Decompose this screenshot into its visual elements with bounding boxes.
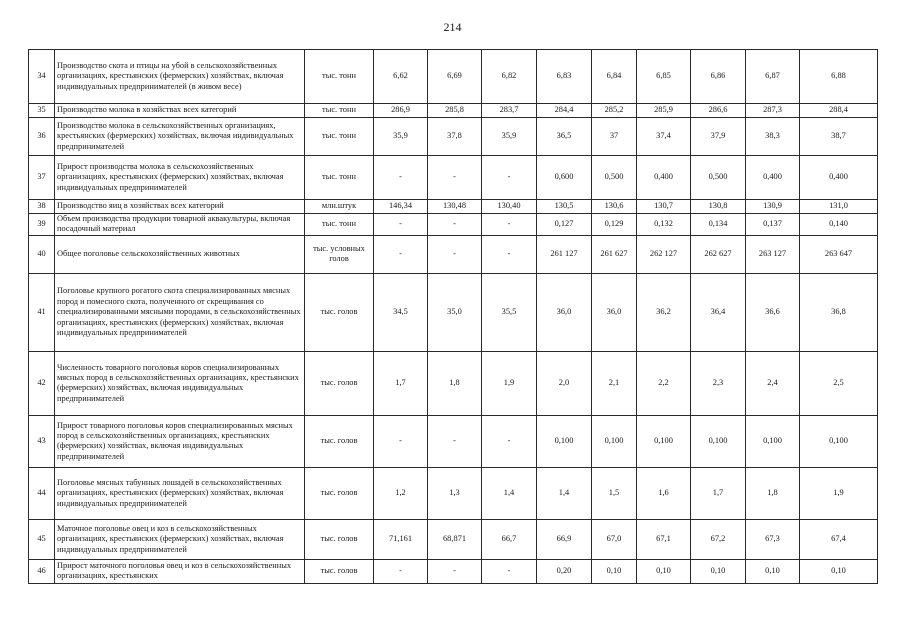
value-cell: 1,7 <box>691 467 746 519</box>
value-cell: 6,69 <box>428 50 482 104</box>
unit-cell: тыс. тонн <box>305 118 374 156</box>
value-cell: 0,600 <box>537 156 592 200</box>
value-cell: 0,137 <box>746 214 800 236</box>
row-number: 41 <box>29 273 55 351</box>
value-cell: 130,9 <box>746 200 800 214</box>
value-cell: 0,10 <box>637 559 691 583</box>
value-cell: 2,3 <box>691 351 746 415</box>
row-number: 42 <box>29 351 55 415</box>
value-cell: 1,8 <box>428 351 482 415</box>
value-cell: 35,9 <box>374 118 428 156</box>
value-cell: 0,500 <box>691 156 746 200</box>
value-cell: 6,86 <box>691 50 746 104</box>
table-row <box>29 467 878 519</box>
value-cell: 130,8 <box>691 200 746 214</box>
indicators-table <box>28 49 878 584</box>
value-cell: 0,400 <box>800 156 878 200</box>
value-cell: 263 127 <box>746 235 800 273</box>
table-row <box>29 118 878 156</box>
value-cell: 2,5 <box>800 351 878 415</box>
indicator-name: Производство молока в сельскохозяйственных организациях, крестьянских (фермерских) хозяйствах, включая индивидуальных предпринимателей <box>55 118 305 156</box>
value-cell: - <box>374 415 428 467</box>
value-cell: - <box>374 214 428 236</box>
value-cell: 0,10 <box>691 559 746 583</box>
indicator-name: Производство скота и птицы на убой в сельскохозяйственных организациях, крестьянских (фермерских) хозяйствах, включая индивидуальных предпринимателей (в живом весе) <box>55 50 305 104</box>
value-cell: 71,161 <box>374 519 428 559</box>
row-number: 38 <box>29 200 55 214</box>
value-cell: - <box>482 415 537 467</box>
value-cell: 37 <box>592 118 637 156</box>
value-cell: 6,62 <box>374 50 428 104</box>
value-cell: 2,1 <box>592 351 637 415</box>
table-body <box>29 50 878 584</box>
table-row <box>29 156 878 200</box>
value-cell: 1,7 <box>374 351 428 415</box>
value-cell: 0,100 <box>637 415 691 467</box>
unit-cell: тыс. условных голов <box>305 235 374 273</box>
indicator-name: Прирост производства молока в сельскохозяйственных организациях, крестьянских (фермерских) хозяйствах, включая индивидуальных предпринимателей <box>55 156 305 200</box>
value-cell: 1,3 <box>428 467 482 519</box>
value-cell: 36,4 <box>691 273 746 351</box>
value-cell: 38,7 <box>800 118 878 156</box>
value-cell: 1,9 <box>482 351 537 415</box>
value-cell: 0,129 <box>592 214 637 236</box>
value-cell: 36,8 <box>800 273 878 351</box>
value-cell: 67,1 <box>637 519 691 559</box>
value-cell: 6,87 <box>746 50 800 104</box>
value-cell: - <box>428 415 482 467</box>
value-cell: 34,5 <box>374 273 428 351</box>
value-cell: 262 627 <box>691 235 746 273</box>
value-cell: 35,9 <box>482 118 537 156</box>
value-cell: 67,3 <box>746 519 800 559</box>
value-cell: - <box>374 235 428 273</box>
value-cell: - <box>428 214 482 236</box>
value-cell: 131,0 <box>800 200 878 214</box>
value-cell: 67,0 <box>592 519 637 559</box>
value-cell: 67,2 <box>691 519 746 559</box>
value-cell: 37,8 <box>428 118 482 156</box>
value-cell: 130,40 <box>482 200 537 214</box>
value-cell: 130,7 <box>637 200 691 214</box>
value-cell: - <box>428 156 482 200</box>
row-number: 45 <box>29 519 55 559</box>
value-cell: 36,0 <box>592 273 637 351</box>
value-cell: 35,5 <box>482 273 537 351</box>
value-cell: 0,10 <box>800 559 878 583</box>
indicator-name: Прирост товарного поголовья коров специализированных мясных пород в сельскохозяйственных организациях, крестьянских (фермерских) хозяйствах, включая индивидуальных предпринимателей <box>55 415 305 467</box>
value-cell: 1,4 <box>537 467 592 519</box>
value-cell: 2,4 <box>746 351 800 415</box>
unit-cell: тыс. голов <box>305 559 374 583</box>
table-row <box>29 200 878 214</box>
value-cell: 35,0 <box>428 273 482 351</box>
unit-cell: тыс. тонн <box>305 214 374 236</box>
table-row <box>29 415 878 467</box>
indicator-name: Поголовье крупного рогатого скота специализированных мясных пород и помесного скота, полученного от скрещивания со специализированными мясными породами, в сельскохозяйственных организациях, крестьянских (фермерских) хозяйствах, включая индивидуальных предпринимателей <box>55 273 305 351</box>
value-cell: 1,6 <box>637 467 691 519</box>
row-number: 40 <box>29 235 55 273</box>
value-cell: 36,0 <box>537 273 592 351</box>
value-cell: 0,100 <box>592 415 637 467</box>
value-cell: - <box>428 559 482 583</box>
indicator-name: Общее поголовье сельскохозяйственных животных <box>55 235 305 273</box>
value-cell: 261 627 <box>592 235 637 273</box>
indicator-name: Поголовье мясных табунных лошадей в сельскохозяйственных организациях, крестьянских (фермерских) хозяйствах, включая индивидуальных предпринимателей <box>55 467 305 519</box>
indicator-name: Численность товарного поголовья коров специализированных мясных пород в сельскохозяйственных организациях, крестьянских (фермерских) хозяйствах, включая индивидуальных предпринимателей <box>55 351 305 415</box>
value-cell: 0,100 <box>537 415 592 467</box>
value-cell: 1,5 <box>592 467 637 519</box>
value-cell: 1,2 <box>374 467 428 519</box>
value-cell: 0,100 <box>800 415 878 467</box>
value-cell: 288,4 <box>800 104 878 118</box>
value-cell: 0,400 <box>746 156 800 200</box>
value-cell: 285,9 <box>637 104 691 118</box>
unit-cell: тыс. тонн <box>305 104 374 118</box>
indicator-name: Производство молока в хозяйствах всех категорий <box>55 104 305 118</box>
value-cell: 0,134 <box>691 214 746 236</box>
unit-cell: тыс. голов <box>305 415 374 467</box>
value-cell: 2,0 <box>537 351 592 415</box>
page-number: 214 <box>443 20 462 34</box>
value-cell: 36,5 <box>537 118 592 156</box>
value-cell: - <box>482 559 537 583</box>
value-cell: 37,4 <box>637 118 691 156</box>
row-number: 36 <box>29 118 55 156</box>
row-number: 37 <box>29 156 55 200</box>
value-cell: 283,7 <box>482 104 537 118</box>
value-cell: 2,2 <box>637 351 691 415</box>
unit-cell: тыс. голов <box>305 273 374 351</box>
value-cell: 0,127 <box>537 214 592 236</box>
value-cell: 36,2 <box>637 273 691 351</box>
value-cell: 6,83 <box>537 50 592 104</box>
table-row <box>29 235 878 273</box>
unit-cell: тыс. голов <box>305 351 374 415</box>
unit-cell: тыс. тонн <box>305 156 374 200</box>
row-number: 35 <box>29 104 55 118</box>
value-cell: 0,132 <box>637 214 691 236</box>
value-cell: 286,6 <box>691 104 746 118</box>
table-row <box>29 519 878 559</box>
indicator-name: Прирост маточного поголовья овец и коз в сельскохозяйственных организациях, крестьянских <box>55 559 305 583</box>
value-cell: 130,6 <box>592 200 637 214</box>
table-row <box>29 214 878 236</box>
value-cell: - <box>482 156 537 200</box>
value-cell: 284,4 <box>537 104 592 118</box>
value-cell: 0,10 <box>746 559 800 583</box>
value-cell: 0,10 <box>592 559 637 583</box>
value-cell: 0,100 <box>746 415 800 467</box>
value-cell: 130,5 <box>537 200 592 214</box>
value-cell: 0,100 <box>691 415 746 467</box>
value-cell: 6,82 <box>482 50 537 104</box>
value-cell: 66,7 <box>482 519 537 559</box>
value-cell: 146,34 <box>374 200 428 214</box>
value-cell: - <box>482 235 537 273</box>
value-cell: 1,8 <box>746 467 800 519</box>
unit-cell: тыс. голов <box>305 467 374 519</box>
row-number: 39 <box>29 214 55 236</box>
value-cell: 1,4 <box>482 467 537 519</box>
value-cell: 66,9 <box>537 519 592 559</box>
value-cell: 0,20 <box>537 559 592 583</box>
indicator-name: Производство яиц в хозяйствах всех категорий <box>55 200 305 214</box>
value-cell: 263 647 <box>800 235 878 273</box>
value-cell: 0,500 <box>592 156 637 200</box>
value-cell: 68,871 <box>428 519 482 559</box>
value-cell: 67,4 <box>800 519 878 559</box>
value-cell: 6,88 <box>800 50 878 104</box>
row-number: 43 <box>29 415 55 467</box>
value-cell: 286,9 <box>374 104 428 118</box>
indicator-name: Маточное поголовье овец и коз в сельскохозяйственных организациях, крестьянских (фермерских) хозяйствах, включая индивидуальных предпринимателей <box>55 519 305 559</box>
value-cell: 37,9 <box>691 118 746 156</box>
value-cell: - <box>374 156 428 200</box>
value-cell: 0,140 <box>800 214 878 236</box>
value-cell: 6,84 <box>592 50 637 104</box>
value-cell: 1,9 <box>800 467 878 519</box>
row-number: 34 <box>29 50 55 104</box>
table-row <box>29 273 878 351</box>
unit-cell: тыс. тонн <box>305 50 374 104</box>
value-cell: 285,2 <box>592 104 637 118</box>
value-cell: - <box>428 235 482 273</box>
value-cell: - <box>482 214 537 236</box>
table-row <box>29 351 878 415</box>
value-cell: 130,48 <box>428 200 482 214</box>
value-cell: - <box>374 559 428 583</box>
value-cell: 287,3 <box>746 104 800 118</box>
value-cell: 262 127 <box>637 235 691 273</box>
unit-cell: тыс. голов <box>305 519 374 559</box>
value-cell: 6,85 <box>637 50 691 104</box>
table-row <box>29 50 878 104</box>
table-row <box>29 559 878 583</box>
row-number: 46 <box>29 559 55 583</box>
value-cell: 36,6 <box>746 273 800 351</box>
indicator-name: Объем производства продукции товарной аквакультуры, включая посадочный материал <box>55 214 305 236</box>
unit-cell: млн.штук <box>305 200 374 214</box>
value-cell: 0,400 <box>637 156 691 200</box>
value-cell: 38,3 <box>746 118 800 156</box>
row-number: 44 <box>29 467 55 519</box>
table-row <box>29 104 878 118</box>
value-cell: 261 127 <box>537 235 592 273</box>
value-cell: 285,8 <box>428 104 482 118</box>
